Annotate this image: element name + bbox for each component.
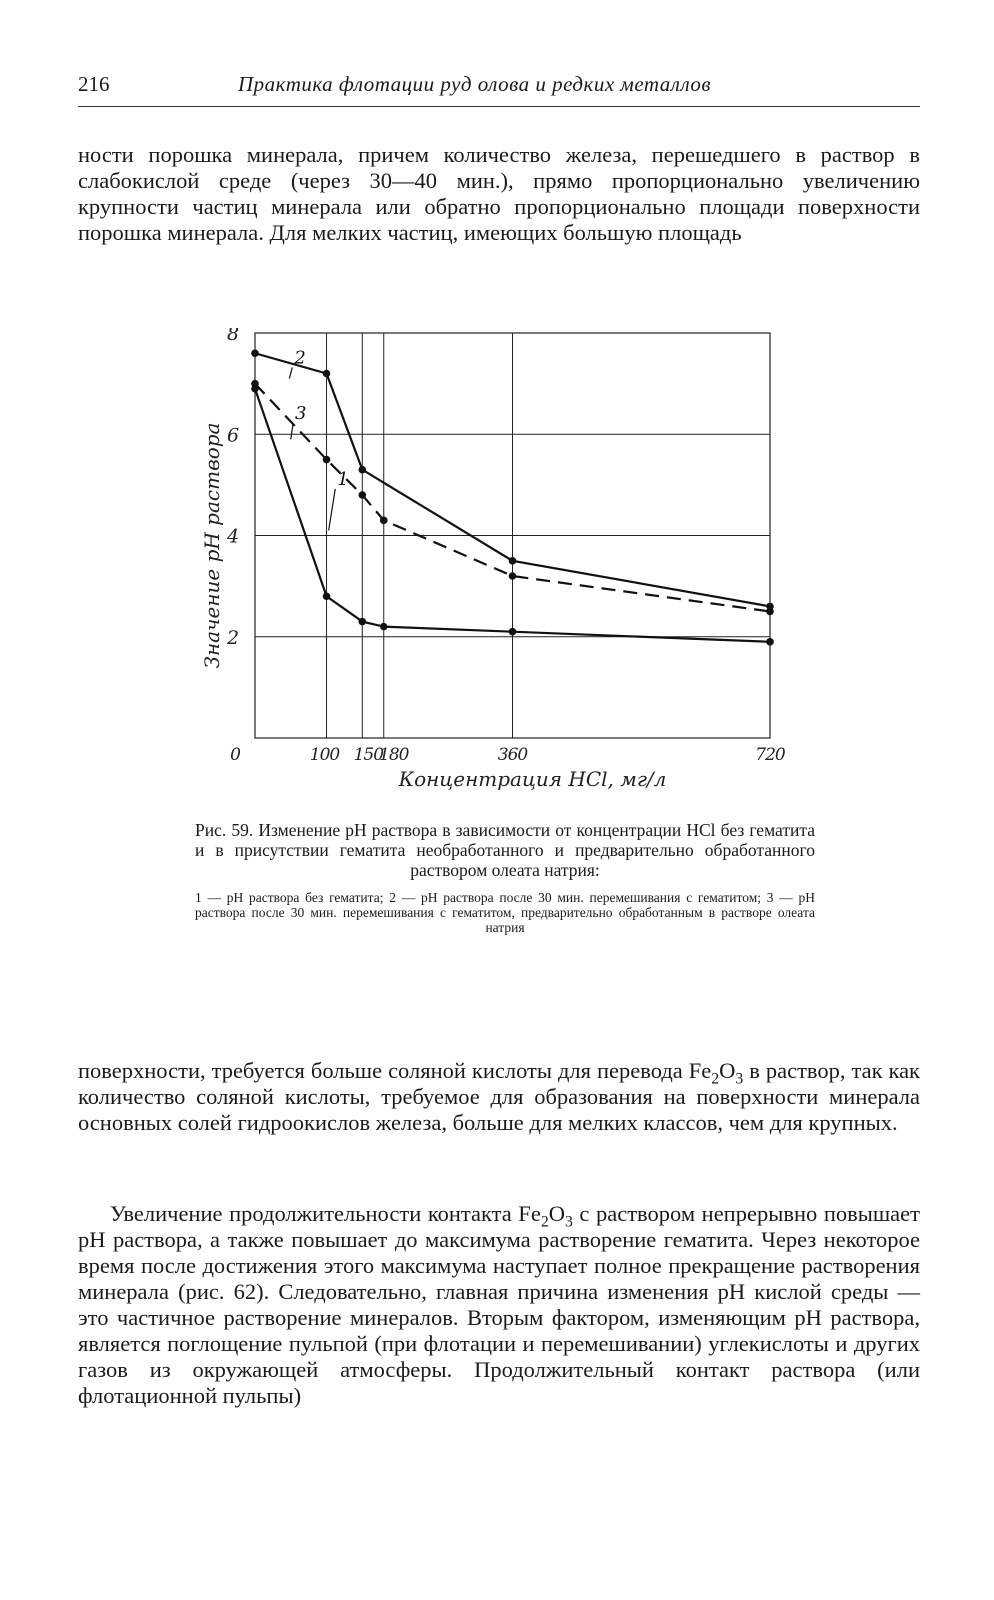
figure-legend: 1 — pH раствора без гематита; 2 — pH раствора после 30 мин. перемешивания с гематитом; 3 — pH раствора после 30 мин. перемешивания с гематитом, предварительно обработанным в растворе олеата натрия	[195, 890, 815, 935]
data-point	[358, 618, 366, 626]
paragraph-bottom-text-a: Увеличение продолжительности контакта Fe	[110, 1201, 541, 1226]
ph-chart	[195, 328, 815, 798]
data-point	[358, 466, 366, 474]
paragraph-middle-text-c: в раствор, так как количество соляной кислоты, требуемое для образования на поверхности минерала основных солей гидроокислов железа, больше для мелких классов, чем для крупных.	[78, 1058, 920, 1135]
paragraph-top: ности порошка минерала, причем количество железа, перешедшего в раствор в слабокислой среде (через 30—40 мин.), прямо пропорционально увеличению крупности частиц минерала или обратно пропорционально площади поверхности порошка минерала. Для мелких частиц, имеющих большую площадь	[78, 142, 920, 245]
curve-leader	[289, 367, 292, 378]
figure-caption: Рис. 59. Изменение pH раствора в зависимости от концентрации HCl без гематита и в присутствии гематита необработанного и предварительно обработанного раствором олеата натрия:	[195, 820, 815, 880]
data-point	[323, 592, 331, 600]
paragraph-bottom	[78, 1201, 920, 1409]
data-point	[509, 557, 517, 565]
data-point	[323, 456, 331, 464]
subscript: 2	[540, 1213, 549, 1231]
paragraph-middle-text-a: поверхности, требуется больше соляной кислоты для перевода Fe	[78, 1058, 712, 1083]
data-point	[380, 517, 388, 525]
data-point	[323, 370, 331, 378]
page-number: 216	[78, 72, 110, 96]
y-tick-label: 2	[226, 626, 240, 649]
y-tick-label: 6	[226, 424, 240, 447]
subscript: 3	[735, 1070, 744, 1088]
paragraph-bottom-text-c: с раствором непрерывно повышает pH раствора, а также повышает до максимума растворение гематита. Через некоторое время после достижения этого максимума наступает полное прекращение растворения минерала (рис. 62). Следовательно, главная причина изменения pH кислой среды — это частичное растворение минералов. Вторым фактором, изменяющим pH раствора, является поглощение пульпой (при флотации и перемешивании) углекислоты и других газов из окружающей атмосферы. Продолжительный контакт раствора (или флотационной пульпы)	[78, 1201, 920, 1408]
curve-label: 2	[294, 347, 306, 369]
x-tick-label: 150	[353, 745, 384, 765]
curve-leader	[329, 489, 336, 531]
data-point	[509, 628, 517, 636]
data-point	[251, 349, 259, 357]
curve-label: 1	[337, 468, 349, 490]
paragraph-middle-text-b: O	[719, 1058, 736, 1083]
paragraph-bottom-text-b: O	[548, 1201, 565, 1226]
x-tick-label: 180	[379, 745, 409, 765]
header-rule	[78, 106, 920, 107]
x-tick-label: 0	[230, 745, 240, 765]
running-title: Практика флотации руд олова и редких металлов	[238, 72, 711, 96]
data-point	[251, 380, 259, 388]
paragraph-middle	[78, 1058, 920, 1136]
data-point	[509, 572, 517, 580]
x-tick-label: 360	[497, 745, 528, 765]
y-tick-label: 8	[226, 328, 240, 345]
data-point	[766, 638, 774, 646]
data-point	[358, 491, 366, 499]
curve-label: 3	[295, 403, 307, 425]
data-point	[380, 623, 388, 631]
y-axis-label: Значение pH раствора	[200, 422, 224, 669]
subscript: 2	[711, 1070, 720, 1088]
curve-leader	[291, 423, 293, 439]
figure-59	[195, 328, 815, 798]
y-tick-label: 4	[226, 525, 240, 548]
data-point	[766, 608, 774, 616]
page-header	[78, 72, 918, 108]
subscript: 3	[564, 1213, 573, 1231]
figure-caption-block	[195, 820, 815, 935]
x-tick-label: 720	[755, 745, 785, 765]
x-axis-label: Концентрация HCl, мг/л	[398, 767, 667, 791]
x-tick-label: 100	[309, 745, 340, 765]
